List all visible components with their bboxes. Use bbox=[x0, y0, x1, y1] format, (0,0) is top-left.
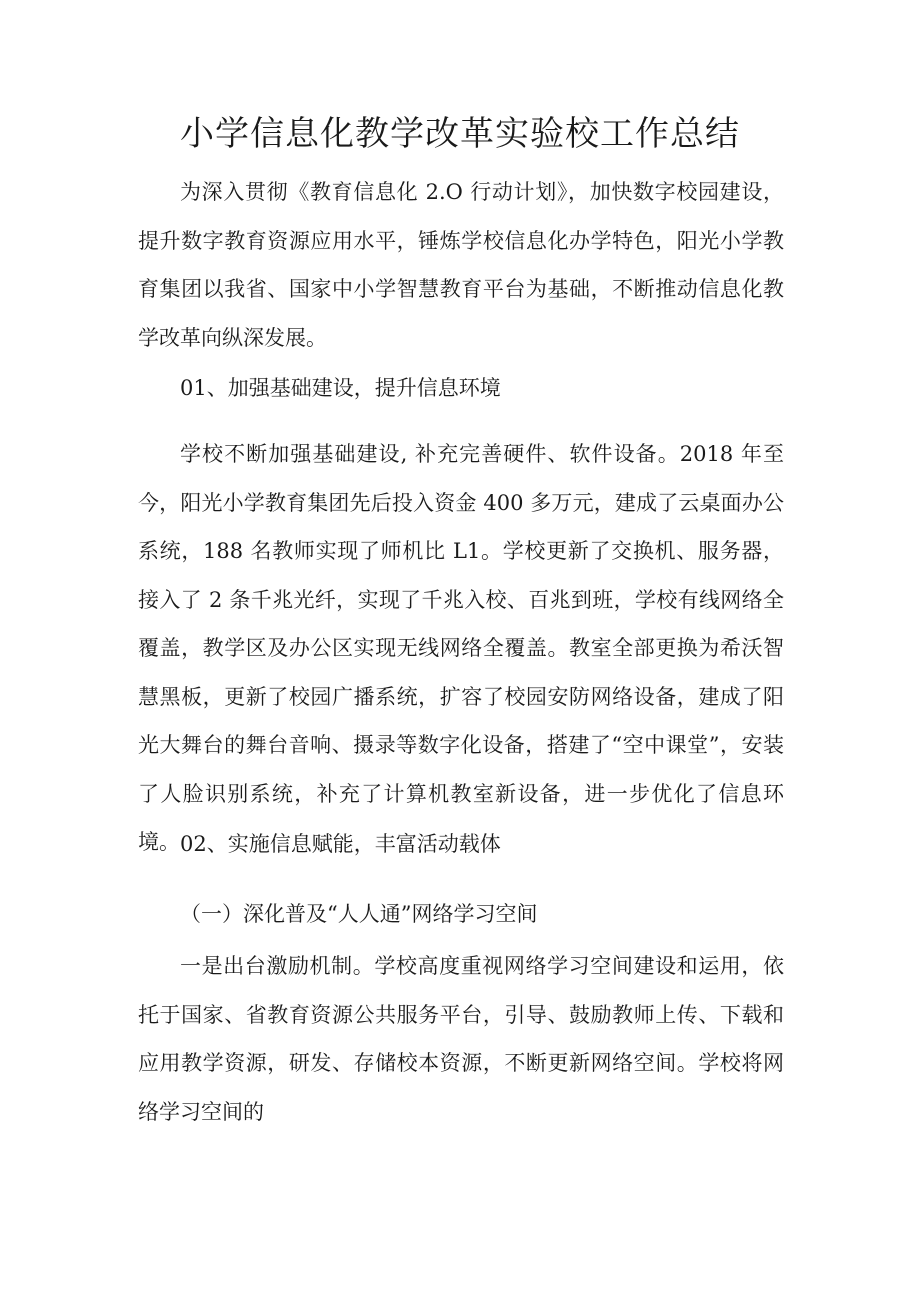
section-2-heading: 02、实施信息赋能，丰富活动载体 bbox=[180, 832, 501, 856]
section-2-subheading: （一）深化普及“人人通”网络学习空间 bbox=[180, 902, 538, 926]
section-1-heading: 01、加强基础建设，提升信息环境 bbox=[180, 376, 501, 400]
section-2-body: 一是出台激励机制。学校高度重视网络学习空间建设和运用，依托于国家、省教育资源公共服务平台，引导、鼓励教师上传、下载和应用教学资源，研发、存储校本资源，不断更新网络空间。学校将网络学习空间的 bbox=[138, 954, 784, 1124]
document-title: 小学信息化教学改革实验校工作总结 bbox=[180, 114, 740, 154]
intro-paragraph: 为深入贯彻《教育信息化 2.O 行动计划》，加快数字校园建设，提升数字教育资源应用水平，锤炼学校信息化办学特色，阳光小学教育集团以我省、国家中小学智慧教育平台为基础，不断推动信息化教学改革向纵深发展。 bbox=[138, 180, 784, 350]
section-1-body: 学校不断加强基础建设, 补充完善硬件、软件设备。2018 年至今，阳光小学教育集团先后投入资金 400 多万元，建成了云桌面办公系统，188 名教师实现了师机比 L1。学校更新了交换机、服务器，接入了 2 条千兆光纤，实现了千兆入校、百兆到班，学校有线网络全覆盖，教学区及办公区实现无线网络全覆盖。教室全部更换为希沃智慧黑板，更新了校园广播系统，扩容了校园安防网络设备，建成了阳光大舞台的舞台音响、摄录等数字化设备，搭建了“空中课堂”，安装了人脸识别系统，补充了计算机教室新设备，进一步优化了信息环境。 bbox=[138, 442, 784, 854]
